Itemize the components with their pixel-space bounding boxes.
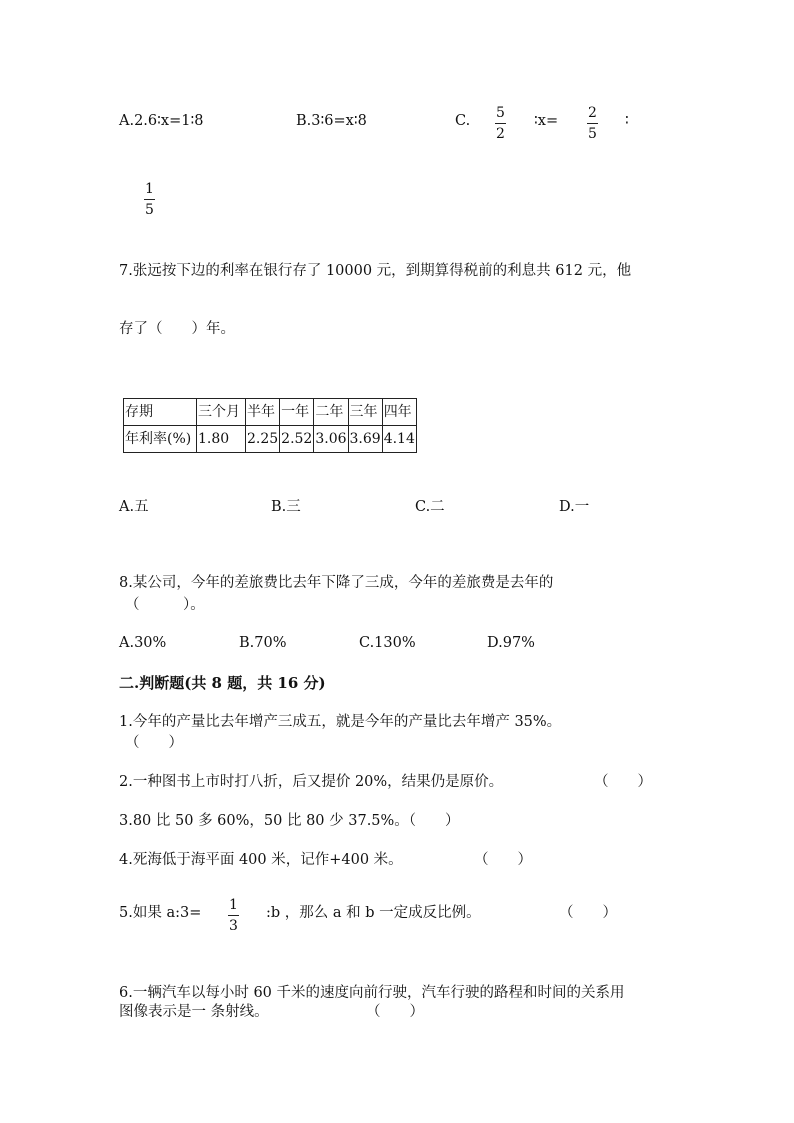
table-cell: 二年 xyxy=(314,399,348,426)
question-8-option-a: A.30% xyxy=(119,635,167,651)
table-cell: 2.52 xyxy=(280,426,314,453)
tf-item-5-suffix: :b ，那么 a 和 b 一定成反比例。 xyxy=(266,905,481,921)
question-8-option-b: B.70% xyxy=(239,635,287,651)
table-row xyxy=(124,399,417,426)
question-8-option-c: C.130% xyxy=(359,635,416,651)
fraction-numerator: 1 xyxy=(229,897,238,913)
fraction-denominator: 5 xyxy=(145,202,154,218)
table-cell: 1.80 xyxy=(197,426,246,453)
question-8-option-d: D.97% xyxy=(487,635,535,651)
interest-rate-table xyxy=(123,398,417,453)
table-cell: 4.14 xyxy=(382,426,416,453)
fraction-denominator: 2 xyxy=(496,126,505,142)
option-a: A.2.6∶x=1∶8 xyxy=(119,113,204,129)
question-7-option-d: D.一 xyxy=(559,499,590,515)
fraction-5-2 xyxy=(494,106,507,141)
table-cell: 三个月 xyxy=(197,399,246,426)
fraction-2-5 xyxy=(586,106,599,141)
option-c-colon: ∶ xyxy=(625,113,629,129)
option-b: B.3∶6=x∶8 xyxy=(296,113,367,129)
table-cell: 2.25 xyxy=(246,426,280,453)
tf-item-6-line-1: 6.一辆汽车以每小时 60 千米的速度向前行驶，汽车行驶的路程和时间的关系用 xyxy=(119,985,625,1001)
table-cell: 一年 xyxy=(280,399,314,426)
option-c-middle: ∶x= xyxy=(534,113,559,129)
fraction-numerator: 5 xyxy=(496,105,505,121)
tf-item-4: 4.死海低于海平面 400 米，记作+400 米。 xyxy=(119,852,403,868)
table-cell: 3.06 xyxy=(314,426,348,453)
table-cell: 三年 xyxy=(348,399,382,426)
tf-item-2-paren: （ ） xyxy=(594,774,652,790)
table-cell: 年利率(%) xyxy=(124,426,197,453)
fraction-numerator: 1 xyxy=(145,181,154,197)
table-row xyxy=(124,426,417,453)
question-8-line-1: 8.某公司，今年的差旅费比去年下降了三成，今年的差旅费是去年的 xyxy=(119,575,554,591)
question-7-line-2: 存了（ ）年。 xyxy=(119,321,235,337)
tf-item-5-paren: （ ） xyxy=(559,905,617,921)
section-title: 二.判断题(共 8 题，共 16 分) xyxy=(119,674,326,692)
question-7-option-b: B.三 xyxy=(271,499,301,515)
table-cell: 存期 xyxy=(124,399,197,426)
table-cell: 3.69 xyxy=(348,426,382,453)
tf-item-2: 2.一种图书上市时打八折，后又提价 20%，结果仍是原价。 xyxy=(119,774,504,790)
fraction-denominator: 5 xyxy=(588,126,597,142)
fraction-1-3 xyxy=(227,898,240,933)
table-cell: 半年 xyxy=(246,399,280,426)
tf-item-3: 3.80 比 50 多 60%，50 比 80 少 37.5%。（ ） xyxy=(119,813,460,829)
fraction-1-5 xyxy=(143,182,156,217)
question-7-option-c: C.二 xyxy=(415,499,445,515)
question-7-line-1: 7.张远按下边的利率在银行存了 10000 元，到期算得税前的利息共 612 元，他 xyxy=(119,263,632,279)
tf-item-5-prefix: 5.如果 a:3= xyxy=(119,905,202,921)
question-8-line-2: （ ）。 xyxy=(125,597,205,613)
tf-item-1-paren: （ ） xyxy=(125,735,183,751)
table-cell: 四年 xyxy=(382,399,416,426)
tf-item-1-line-1: 1.今年的产量比去年增产三成五，就是今年的产量比去年增产 35%。 xyxy=(119,714,562,730)
question-7-option-a: A.五 xyxy=(119,499,149,515)
option-c-label: C. xyxy=(455,113,471,129)
fraction-numerator: 2 xyxy=(588,105,597,121)
tf-item-6-paren: （ ） xyxy=(366,1004,424,1020)
fraction-denominator: 3 xyxy=(229,918,238,934)
tf-item-6-line-2: 图像表示是一 条射线。 xyxy=(119,1004,269,1020)
tf-item-4-paren: （ ） xyxy=(474,852,532,868)
